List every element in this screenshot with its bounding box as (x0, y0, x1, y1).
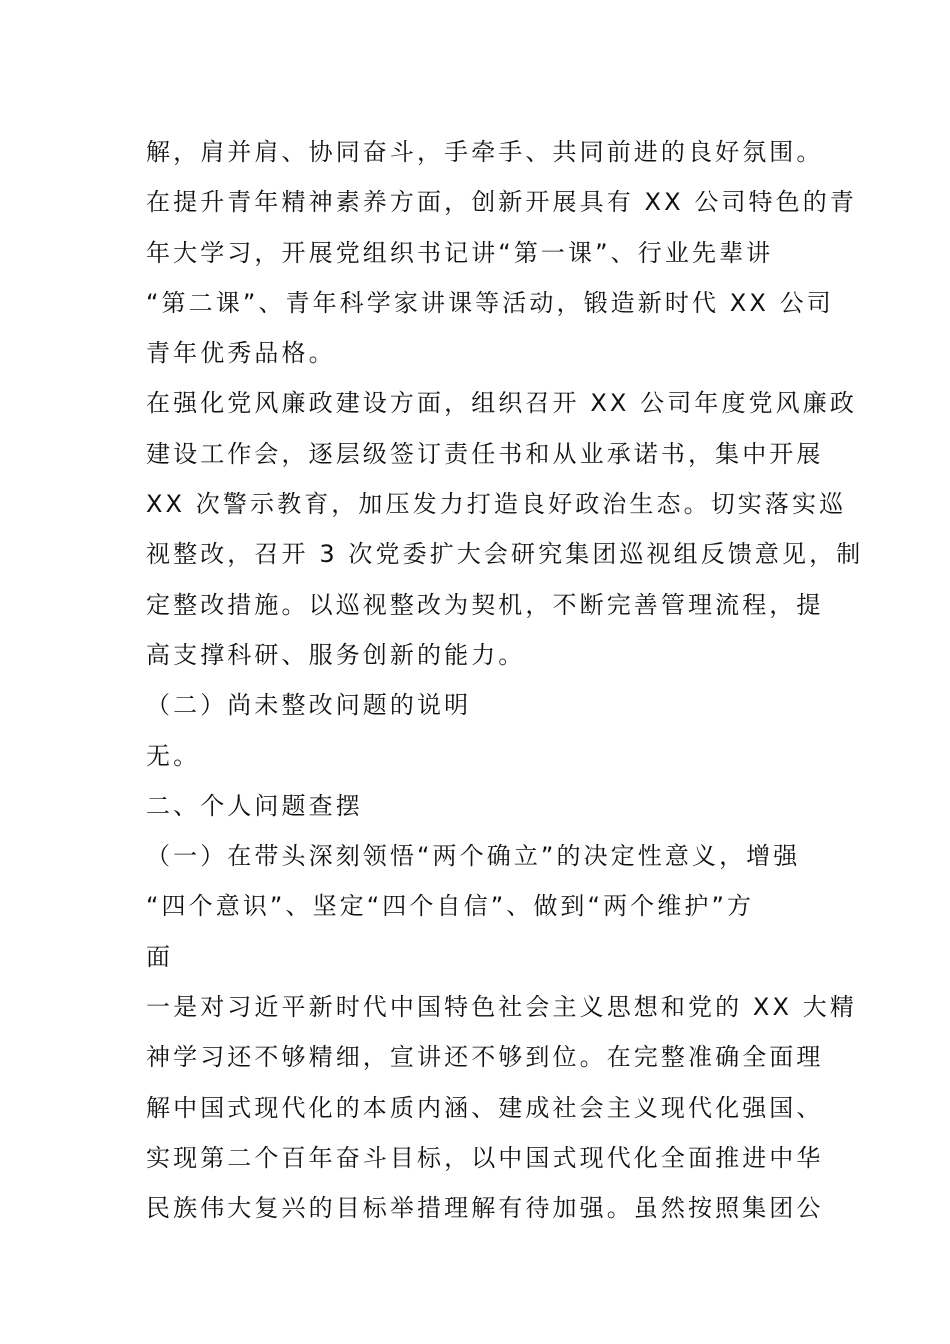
text-line: 高支撑科研、服务创新的能力。 (146, 640, 526, 669)
text-line: 青年优秀品格。 (146, 339, 336, 368)
text-line: 一是对习近平新时代中国特色社会主义思想和党的 XX 大精 (146, 993, 857, 1022)
text-line: 年大学习，开展党组织书记讲“第一课”、行业先辈讲 (146, 238, 774, 267)
text-line: 无。 (146, 741, 201, 770)
text-line: 民族伟大复兴的目标举措理解有待加强。虽然按照集团公 (146, 1194, 824, 1223)
text-line: 解中国式现代化的本质内涵、建成社会主义现代化强国、 (146, 1093, 824, 1122)
text-line: 在提升青年精神素养方面，创新开展具有 XX 公司特色的青 (146, 188, 857, 217)
text-line: 建设工作会，逐层级签订责任书和从业承诺书，集中开展 (146, 439, 824, 468)
text-line: XX 次警示教育，加压发力打造良好政治生态。切实落实巡 (146, 490, 847, 519)
section-heading: （二）尚未整改问题的说明 (146, 691, 472, 720)
text-line: 视整改，召开 3 次党委扩大会研究集团巡视组反馈意见，制 (146, 540, 864, 569)
text-line: 解，肩并肩、协同奋斗，手牵手、共同前进的良好氛围。 (146, 138, 824, 166)
subsection-heading: （一）在带头深刻领悟“两个确立”的决定性意义，增强 (146, 842, 801, 871)
text-line: 定整改措施。以巡视整改为契机，不断完善管理流程，提 (146, 590, 824, 619)
text-line: 神学习还不够精细，宣讲还不够到位。在完整准确全面理 (146, 1043, 824, 1072)
subsection-heading: “四个意识”、坚定“四个自信”、做到“两个维护”方 (146, 892, 755, 921)
text-line: 实现第二个百年奋斗目标，以中国式现代化全面推进中华 (146, 1143, 824, 1172)
text-line: 在强化党风廉政建设方面，组织召开 XX 公司年度党风廉政 (146, 389, 857, 418)
text-line: “第二课”、青年科学家讲课等活动，锻造新时代 XX 公司 (146, 288, 834, 317)
subsection-heading: 面 (146, 942, 174, 971)
document-body (146, 127, 864, 1234)
section-heading: 二、个人问题查摆 (146, 791, 363, 820)
